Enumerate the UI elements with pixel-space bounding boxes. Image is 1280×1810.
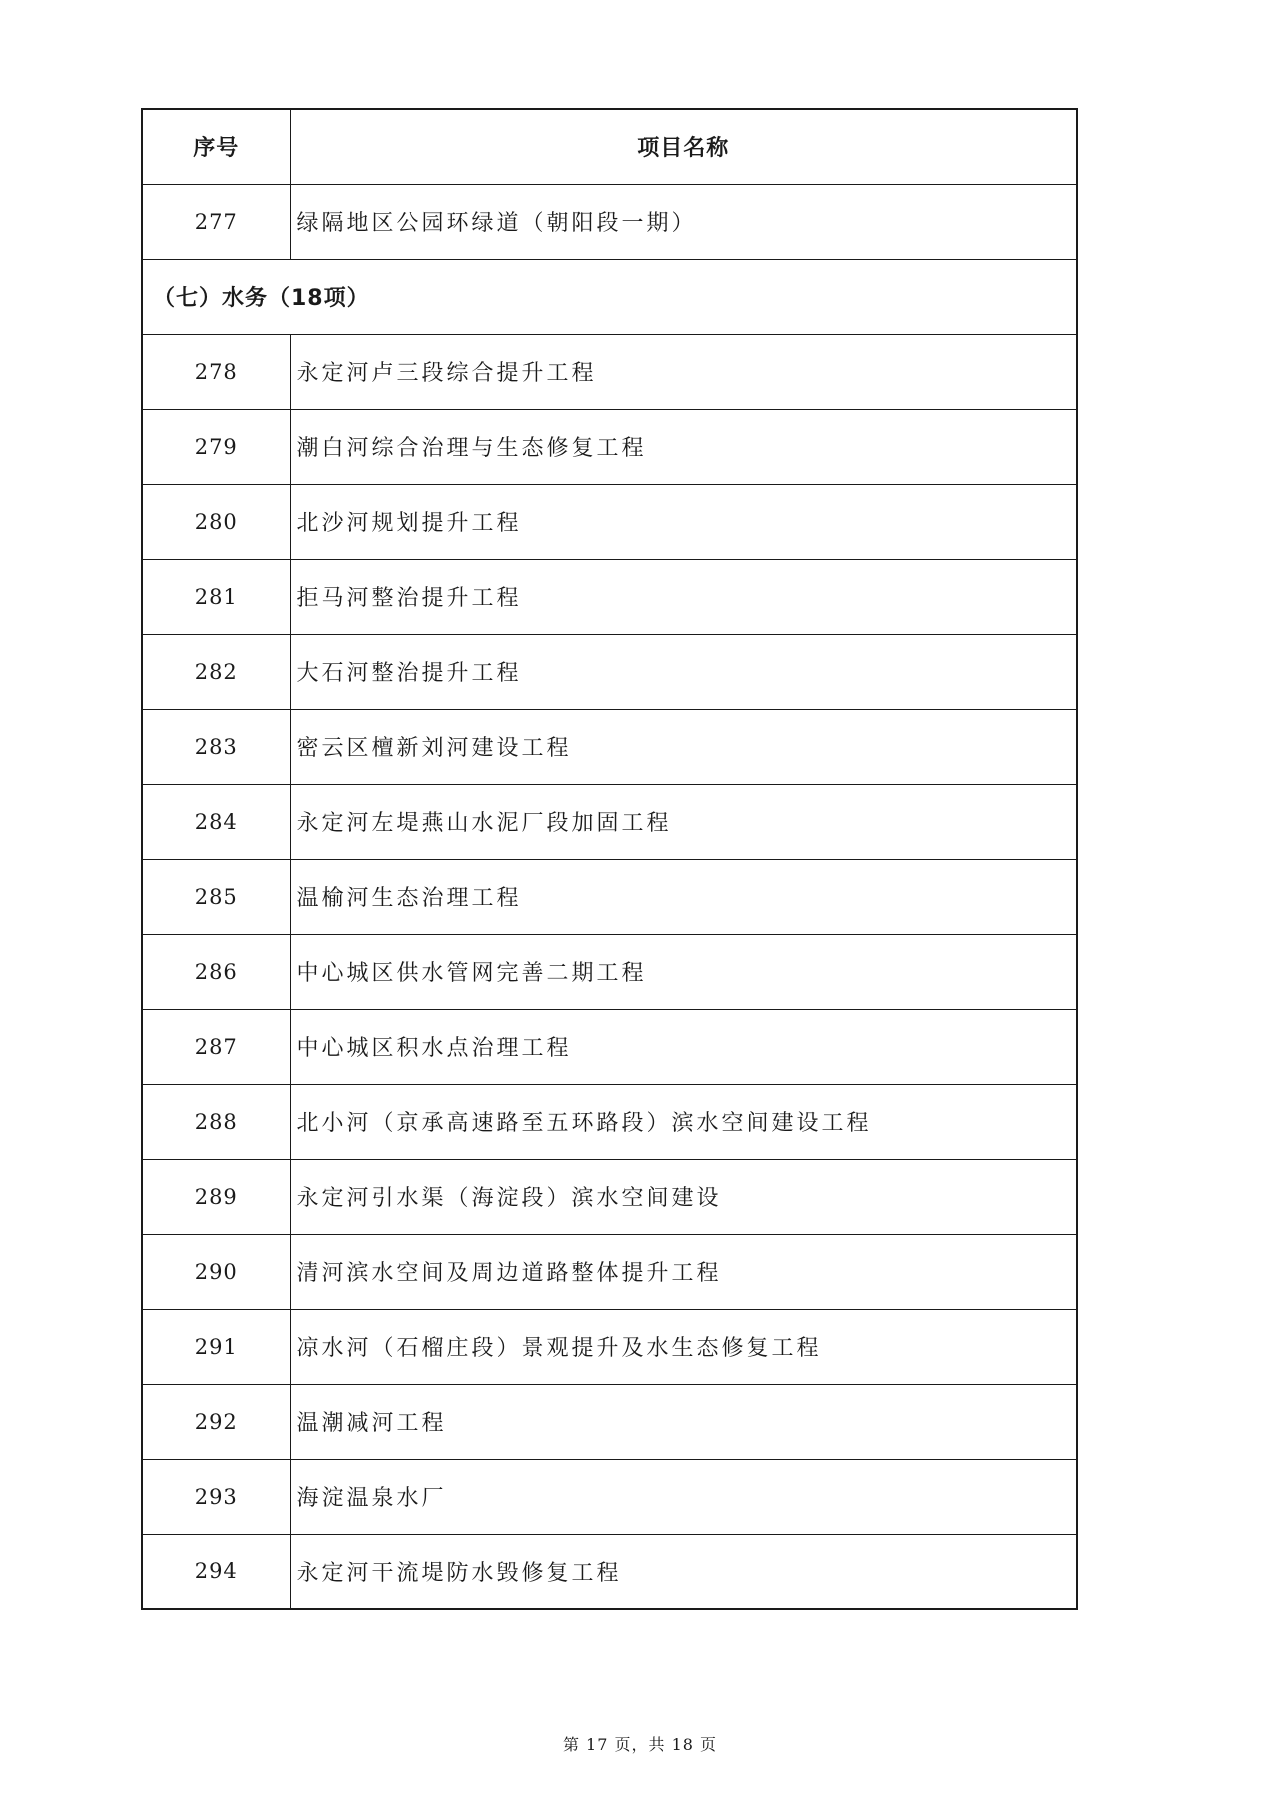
table-row	[142, 709, 1077, 784]
row-number: 285	[142, 859, 290, 934]
row-project-name: 永定河左堤燕山水泥厂段加固工程	[290, 784, 1077, 859]
table-row	[142, 1384, 1077, 1459]
row-number: 278	[142, 334, 290, 409]
row-project-name: 密云区檀新刘河建设工程	[290, 709, 1077, 784]
row-number: 288	[142, 1084, 290, 1159]
row-project-name: 永定河引水渠（海淀段）滨水空间建设	[290, 1159, 1077, 1234]
table-row	[142, 184, 1077, 259]
row-number: 277	[142, 184, 290, 259]
table-row	[142, 559, 1077, 634]
row-project-name: 温榆河生态治理工程	[290, 859, 1077, 934]
table-row	[142, 1009, 1077, 1084]
row-project-name: 海淀温泉水厂	[290, 1459, 1077, 1534]
row-number: 282	[142, 634, 290, 709]
row-number: 293	[142, 1459, 290, 1534]
project-table	[141, 108, 1078, 1610]
table-row	[142, 1459, 1077, 1534]
row-project-name: 永定河卢三段综合提升工程	[290, 334, 1077, 409]
table-row	[142, 634, 1077, 709]
row-project-name: 中心城区供水管网完善二期工程	[290, 934, 1077, 1009]
table-row	[142, 1309, 1077, 1384]
row-project-name: 拒马河整治提升工程	[290, 559, 1077, 634]
table-row	[142, 334, 1077, 409]
section-label: （七）水务（18项）	[142, 259, 1077, 334]
row-project-name: 温潮减河工程	[290, 1384, 1077, 1459]
table-row	[142, 784, 1077, 859]
table-row	[142, 1159, 1077, 1234]
row-project-name: 中心城区积水点治理工程	[290, 1009, 1077, 1084]
row-project-name: 潮白河综合治理与生态修复工程	[290, 409, 1077, 484]
row-project-name: 北小河（京承高速路至五环路段）滨水空间建设工程	[290, 1084, 1077, 1159]
table-header-row	[142, 109, 1077, 184]
table-row	[142, 934, 1077, 1009]
row-number: 292	[142, 1384, 290, 1459]
row-project-name: 绿隔地区公园环绿道（朝阳段一期）	[290, 184, 1077, 259]
row-number: 286	[142, 934, 290, 1009]
row-project-name: 凉水河（石榴庄段）景观提升及水生态修复工程	[290, 1309, 1077, 1384]
row-number: 280	[142, 484, 290, 559]
row-number: 290	[142, 1234, 290, 1309]
row-number: 291	[142, 1309, 290, 1384]
header-number: 序号	[142, 109, 290, 184]
table-row	[142, 859, 1077, 934]
table-row	[142, 1084, 1077, 1159]
row-number: 281	[142, 559, 290, 634]
table-row	[142, 484, 1077, 559]
table-row	[142, 409, 1077, 484]
table-row	[142, 1234, 1077, 1309]
row-project-name: 清河滨水空间及周边道路整体提升工程	[290, 1234, 1077, 1309]
row-number: 287	[142, 1009, 290, 1084]
row-project-name: 大石河整治提升工程	[290, 634, 1077, 709]
row-project-name: 北沙河规划提升工程	[290, 484, 1077, 559]
row-number: 294	[142, 1534, 290, 1609]
page-number-footer: 第 17 页，共 18 页	[562, 1735, 718, 1754]
table-body	[142, 184, 1077, 1609]
row-number: 279	[142, 409, 290, 484]
section-row	[142, 259, 1077, 334]
header-project-name: 项目名称	[290, 109, 1077, 184]
row-number: 289	[142, 1159, 290, 1234]
row-number: 284	[142, 784, 290, 859]
row-project-name: 永定河干流堤防水毁修复工程	[290, 1534, 1077, 1609]
table-row	[142, 1534, 1077, 1609]
row-number: 283	[142, 709, 290, 784]
